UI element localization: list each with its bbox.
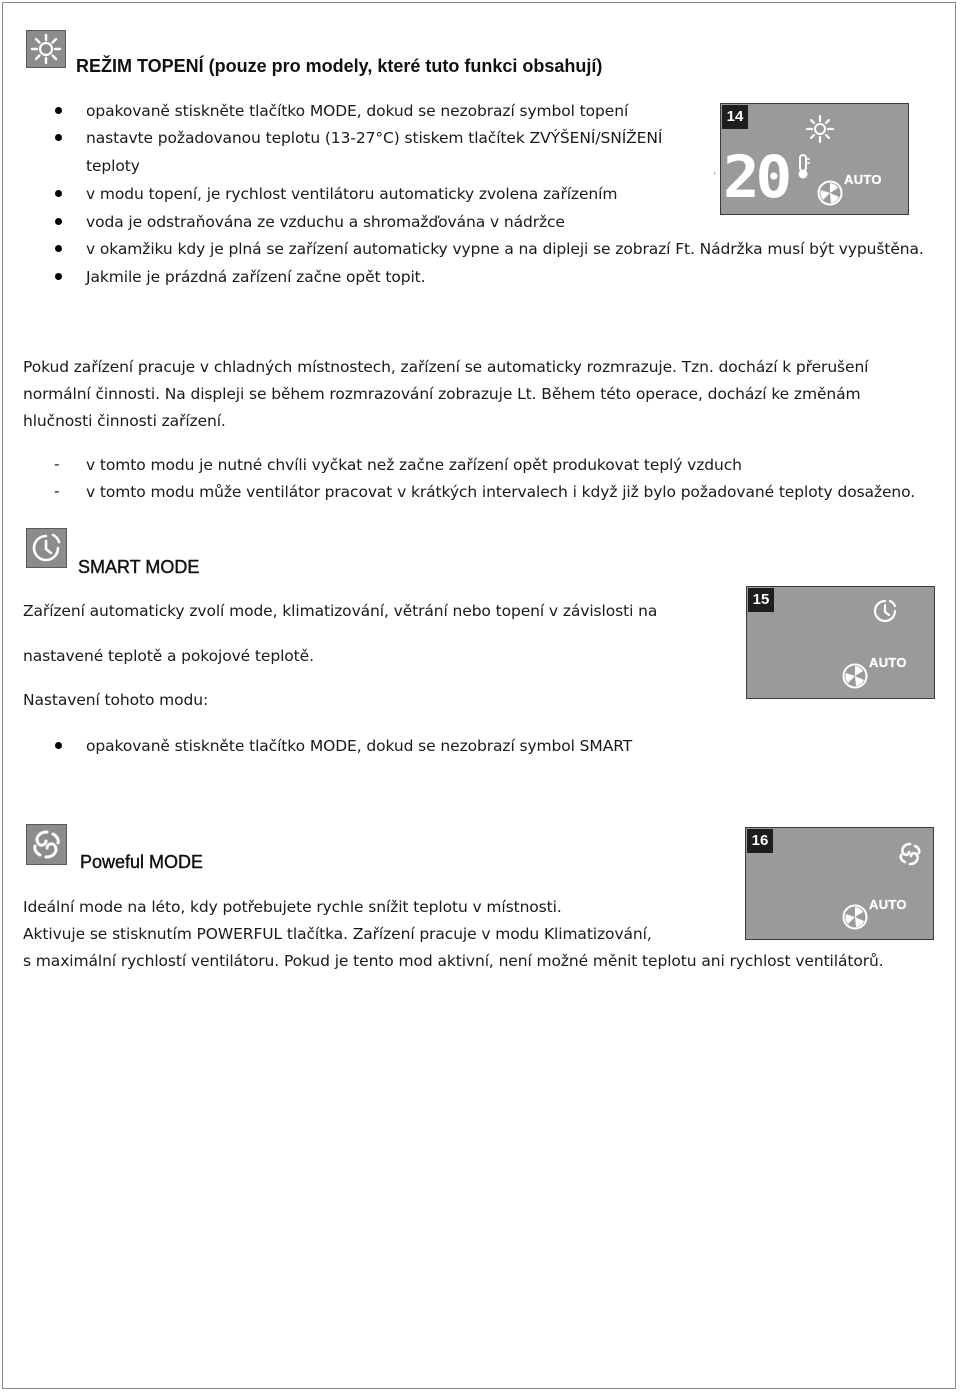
bullet-dot xyxy=(55,190,62,197)
display-sun-icon xyxy=(805,114,835,144)
display-swirl-icon xyxy=(896,840,924,868)
heating-bullet-1: opakovaně stiskněte tlačítko MODE, dokud se nezobrazí symbol topení xyxy=(86,102,629,120)
defrost-paragraph-line-3: hlučnosti činnosti zařízení. xyxy=(23,412,226,430)
smart-line-2: nastavené teplotě a pokojové teplotě. xyxy=(23,647,314,665)
powerful-line-1: Ideální mode na léto, kdy potřebujete rychle snížit teplotu v místnosti. xyxy=(23,898,562,916)
dash-marker: - xyxy=(54,455,60,473)
bullet-dot xyxy=(55,742,62,749)
smart-line-3: Nastavení tohoto modu: xyxy=(23,691,209,709)
heating-lcd-display xyxy=(720,103,909,215)
heating-bullet-6: Jakmile je prázdná zařízení začne opět topit. xyxy=(86,268,426,286)
heating-mode-icon-box xyxy=(26,30,66,68)
temperature-readout: 20 xyxy=(723,143,788,211)
heating-bullet-4: voda je odstraňována ze vzduchu a shromažďována v nádržce xyxy=(86,213,565,231)
figure-number: 16 xyxy=(747,829,773,853)
powerful-line-3: s maximální rychlostí ventilátoru. Pokud je tento mod aktivní, není možné měnit teplotu ani rychlost ventilátorů. xyxy=(23,952,884,970)
defrost-paragraph-line-1: Pokud zařízení pracuje v chladných místnostech, zařízení se automaticky rozmrazuje. Tzn. dochází k přerušení xyxy=(23,358,869,376)
smart-title: SMART MODE xyxy=(78,557,200,577)
defrost-paragraph-line-2: normální činnosti. Na displeji se během rozmrazování zobrazuje Lt. Během této operace, dochází ke změnám xyxy=(23,385,861,403)
powerful-swirl-icon xyxy=(27,825,66,864)
powerful-title: Poweful MODE xyxy=(80,852,204,872)
fan-auto-label: AUTO xyxy=(844,172,882,187)
stray-mark: . xyxy=(713,166,717,177)
fan-icon xyxy=(842,904,868,930)
smart-lcd-display xyxy=(746,586,935,699)
dash-item-1: v tomto modu je nutné chvíli vyčkat než začne zařízení opět produkovat teplý vzduch xyxy=(86,456,742,474)
thermometer-icon xyxy=(797,154,811,180)
fan-auto-label: AUTO xyxy=(869,897,907,912)
smart-bullet-1: opakovaně stiskněte tlačítko MODE, dokud se nezobrazí symbol SMART xyxy=(86,737,633,755)
bullet-dot xyxy=(55,273,62,280)
heating-bullet-3: v modu topení, je rychlost ventilátoru automaticky zvolena zařízením xyxy=(86,185,618,203)
heating-title: REŽIM TOPENÍ (pouze pro modely, které tuto funkci obsahují) xyxy=(76,56,603,76)
figure-number: 15 xyxy=(748,588,774,612)
bullet-dot xyxy=(55,134,62,141)
powerful-line-2: Aktivuje se stisknutím POWERFUL tlačítka. Zařízení pracuje v modu Klimatizování, xyxy=(23,925,652,943)
smart-mode-icon xyxy=(27,529,66,567)
heating-bullet-5: v okamžiku kdy je plná se zařízení automaticky vypne a na dipleji se zobrazí Ft. Nádržka musí být vypuštěna. xyxy=(86,240,924,258)
smart-line-1: Zařízení automaticky zvolí mode, klimatizování, větrání nebo topení v závislosti na xyxy=(23,602,658,620)
bullet-dot xyxy=(55,107,62,114)
smart-mode-icon-box xyxy=(26,528,67,568)
powerful-lcd-display xyxy=(745,827,934,940)
fan-icon xyxy=(842,663,868,689)
dash-marker: - xyxy=(54,482,60,500)
display-smart-icon xyxy=(871,597,899,625)
heating-bullet-2-cont: teploty xyxy=(86,157,140,175)
bullet-dot xyxy=(55,218,62,225)
fan-icon xyxy=(817,180,843,206)
dash-item-2: v tomto modu může ventilátor pracovat v krátkých intervalech i když již bylo požadované teploty dosaženo. xyxy=(86,483,916,501)
powerful-mode-icon-box xyxy=(26,824,67,865)
bullet-dot xyxy=(55,245,62,252)
figure-number: 14 xyxy=(722,105,748,129)
heating-bullet-2: nastavte požadovanou teplotu (13-27°C) stiskem tlačítek ZVÝŠENÍ/SNÍŽENÍ xyxy=(86,129,663,147)
fan-auto-label: AUTO xyxy=(869,655,907,670)
sun-heat-icon xyxy=(27,31,65,67)
